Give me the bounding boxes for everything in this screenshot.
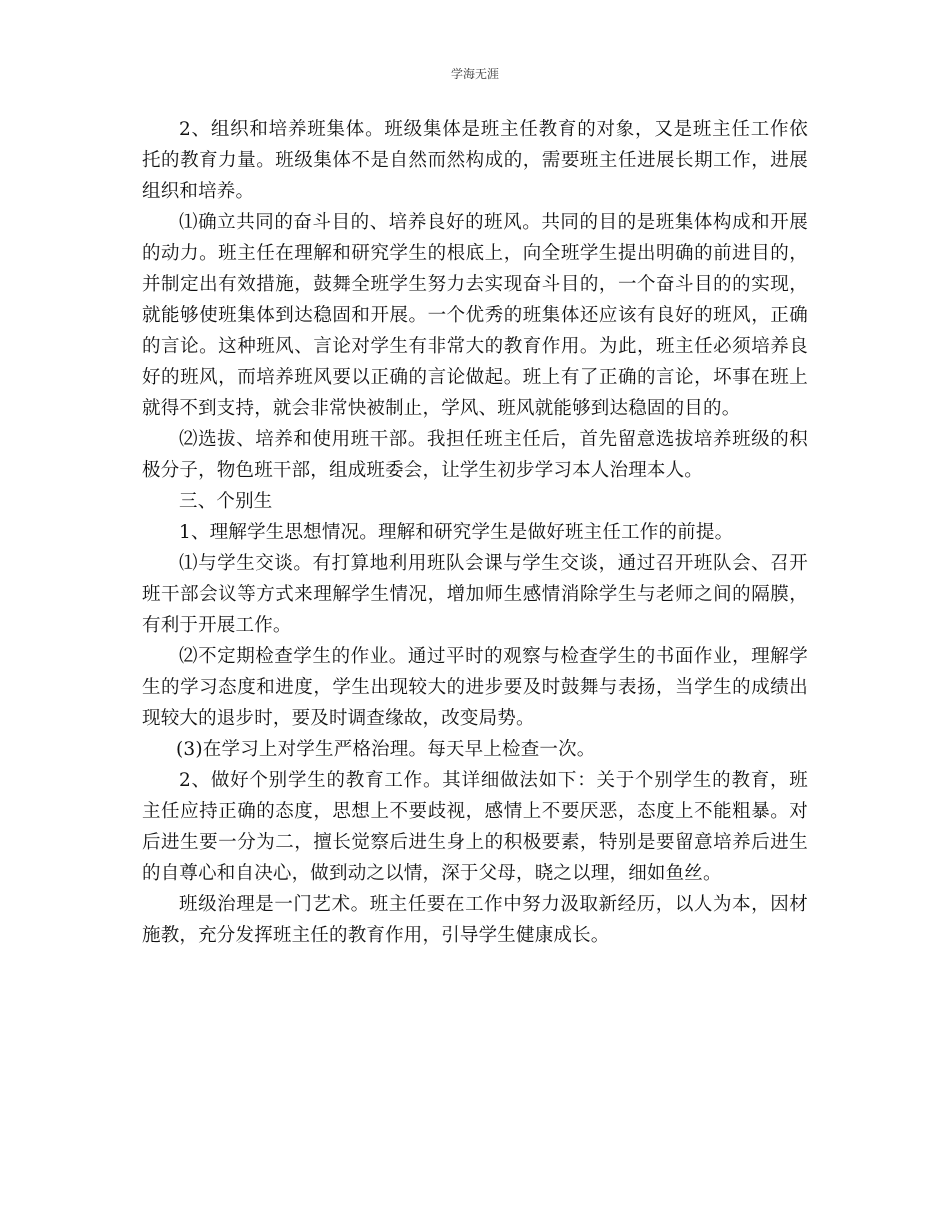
- section-heading-individual-students: 三、个别生: [179, 491, 273, 512]
- paragraph-understand-students: 1、理解学生思想情况。理解和研究学生是做好班主任工作的前提。: [179, 522, 734, 543]
- page-header: 学海无涯: [450, 67, 499, 81]
- paragraph-strict-management: (3)在学习上对学生严格治理。每天早上检查一次。: [176, 739, 596, 760]
- paragraph-talk-with-students: ⑴与学生交谈。有打算地利用班队会课与学生交谈，通过召开班队会、召开班干部会议等方式来理解学生情况，增加师生感情消除学生与老师之间的隔膜，有利于开展工作。: [142, 553, 808, 636]
- paragraph-organize-class: 2、组织和培养班集体。班级集体是班主任教育的对象，又是班主任工作依托的教育力量。班级集体不是自然而然构成的，需要班主任进展长期工作，进展组织和培养。: [142, 119, 808, 202]
- paragraph-conclusion: 班级治理是一门艺术。班主任要在工作中努力汲取新经历，以人为本，因材施教，充分发挥班主任的教育作用，引导学生健康成长。: [142, 894, 808, 946]
- paragraph-common-goal: ⑴确立共同的奋斗目的、培养良好的班风。共同的目的是班集体构成和开展的动力。班主任在理解和研究学生的根底上，向全班学生提出明确的前进目的，并制定出有效措施，鼓舞全班学生努力去实现奋斗目的，一个奋斗目的的实现，就能够使班集体到达稳固和开展。一个优秀的班集体还应该有良好的班风，正确的言论。这种班风、言论对学生有非常大的教育作用。为此，班主任必须培养良好的班风，而培养班风要以正确的言论做起。班上有了正确的言论，坏事在班上就得不到支持，就会非常快被制止，学风、班风就能够到达稳固的目的。: [142, 212, 808, 419]
- paragraph-individual-education: 2、做好个别学生的教育工作。其详细做法如下：关于个别学生的教育，班主任应持正确的态度，思想上不要歧视，感情上不要厌恶，态度上不能粗暴。对后进生要一分为二，擅长觉察后进生身上的积极要素，特别是要留意培养后进生的自尊心和自决心，做到动之以情，深于父母，晓之以理，细如鱼丝。: [142, 770, 808, 884]
- document-body: [142, 114, 808, 951]
- paragraph-class-cadres: ⑵选拔、培养和使用班干部。我担任班主任后，首先留意选拔培养班级的积极分子，物色班干部，组成班委会，让学生初步学习本人治理本人。: [142, 429, 808, 481]
- paragraph-check-homework: ⑵不定期检查学生的作业。通过平时的观察与检查学生的书面作业，理解学生的学习态度和进度，学生出现较大的进步要及时鼓舞与表扬，当学生的成绩出现较大的退步时，要及时调查缘故，改变局势。: [142, 646, 808, 729]
